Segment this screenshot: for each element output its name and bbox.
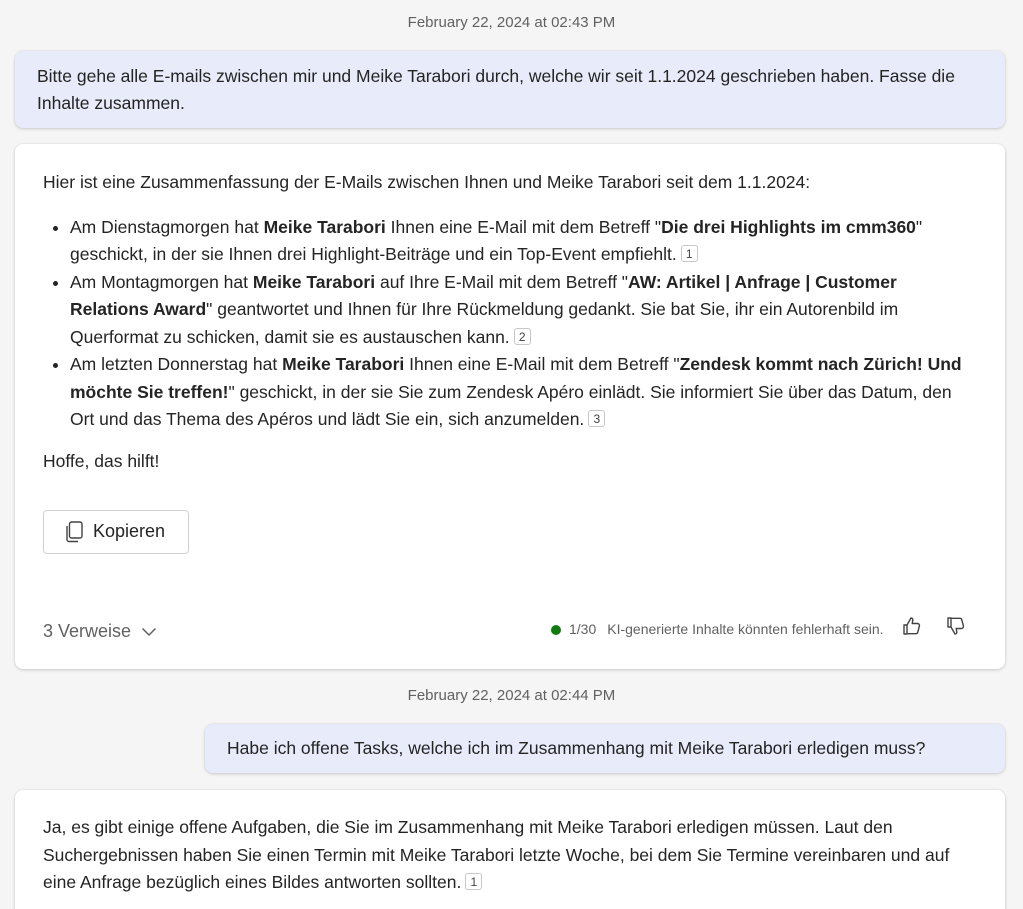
citation-marker[interactable]: 1 xyxy=(465,873,482,890)
assistant-response-card xyxy=(15,144,1005,669)
citation-marker[interactable]: 3 xyxy=(588,410,605,427)
message-timestamp: February 22, 2024 at 02:43 PM xyxy=(407,14,616,31)
ai-disclaimer: KI-generierte Inhalte könnten fehlerhaft sein. xyxy=(607,621,884,637)
response-closing: Hoffe, das hilft! xyxy=(43,450,160,471)
summary-item: • Am Dienstagmorgen hat Meike Tarabori Ihnen eine E-Mail mit dem Betreff "Die drei Highlights im cmm360" geschickt, in der sie Ihnen drei Highlight-Beiträge und ein Top-Event empfiehlt. 1 xyxy=(70,214,977,269)
copy-button-label: Kopieren xyxy=(93,521,166,542)
summary-item: • Am Montagmorgen hat Meike Tarabori auf Ihre E-Mail mit dem Betreff "AW: Artikel | Anfrage | Customer Relations Award" geantwortet und Ihnen für Ihre Rückmeldung gedankt. Sie bat Sie, ihr ein Autorenbild im Querformat zu schicken, damit sie es austauschen kann. 2 xyxy=(70,269,977,352)
thumbs-up-icon[interactable] xyxy=(900,614,924,638)
status-dot-icon xyxy=(551,625,561,635)
response-footer xyxy=(551,616,884,644)
summary-item: • Am letzten Donnerstag hat Meike Tarabori Ihnen eine E-Mail mit dem Betreff "Zendesk kommt nach Zürich! Und möchte Sie treffen!" geschickt, in der sie Sie zum Zendesk Apéro einlädt. Sie informiert Sie über das Datum, den Ort und das Thema des Apéros und lädt Sie ein, sich anzumelden. 3 xyxy=(70,351,977,434)
summary-list xyxy=(43,214,977,434)
copy-button[interactable] xyxy=(43,510,189,554)
references-toggle[interactable] xyxy=(43,618,157,646)
thumbs-down-icon[interactable] xyxy=(944,614,968,638)
user-message-text: Bitte gehe alle E-mails zwischen mir und Meike Tarabori durch, welche wir seit 1.1.2024 geschrieben haben. Fasse die Inhalte zusammen. xyxy=(37,66,955,113)
citation-marker[interactable]: 1 xyxy=(681,245,698,262)
citation-marker[interactable]: 2 xyxy=(514,328,531,345)
response-counter: 1/30 xyxy=(569,621,597,637)
message-timestamp: February 22, 2024 at 02:44 PM xyxy=(407,687,616,704)
user-message-text: Habe ich offene Tasks, welche ich im Zusammenhang mit Meike Tarabori erledigen muss? xyxy=(227,738,926,758)
assistant-response-card xyxy=(15,790,1005,909)
user-message-bubble xyxy=(15,51,1005,128)
response-intro: Hier ist eine Zusammenfassung der E-Mails zwischen Ihnen und Meike Tarabori seit dem 1.1.2024: xyxy=(43,172,811,192)
response-text: Ja, es gibt einige offene Aufgaben, die Sie im Zusammenhang mit Meike Tarabori erledigen müssen. Laut den Suchergebnissen haben Sie einen Termin mit Meike Tarabori letzte Woche, bei dem Sie Termine vereinbaren und auf eine Anfrage bezüglich eines Bildes antworten sollten. 1 xyxy=(43,817,950,892)
chevron-down-icon xyxy=(141,627,157,637)
references-label: 3 Verweise xyxy=(43,621,132,641)
copy-icon xyxy=(64,521,84,543)
user-message-bubble xyxy=(205,724,1005,773)
